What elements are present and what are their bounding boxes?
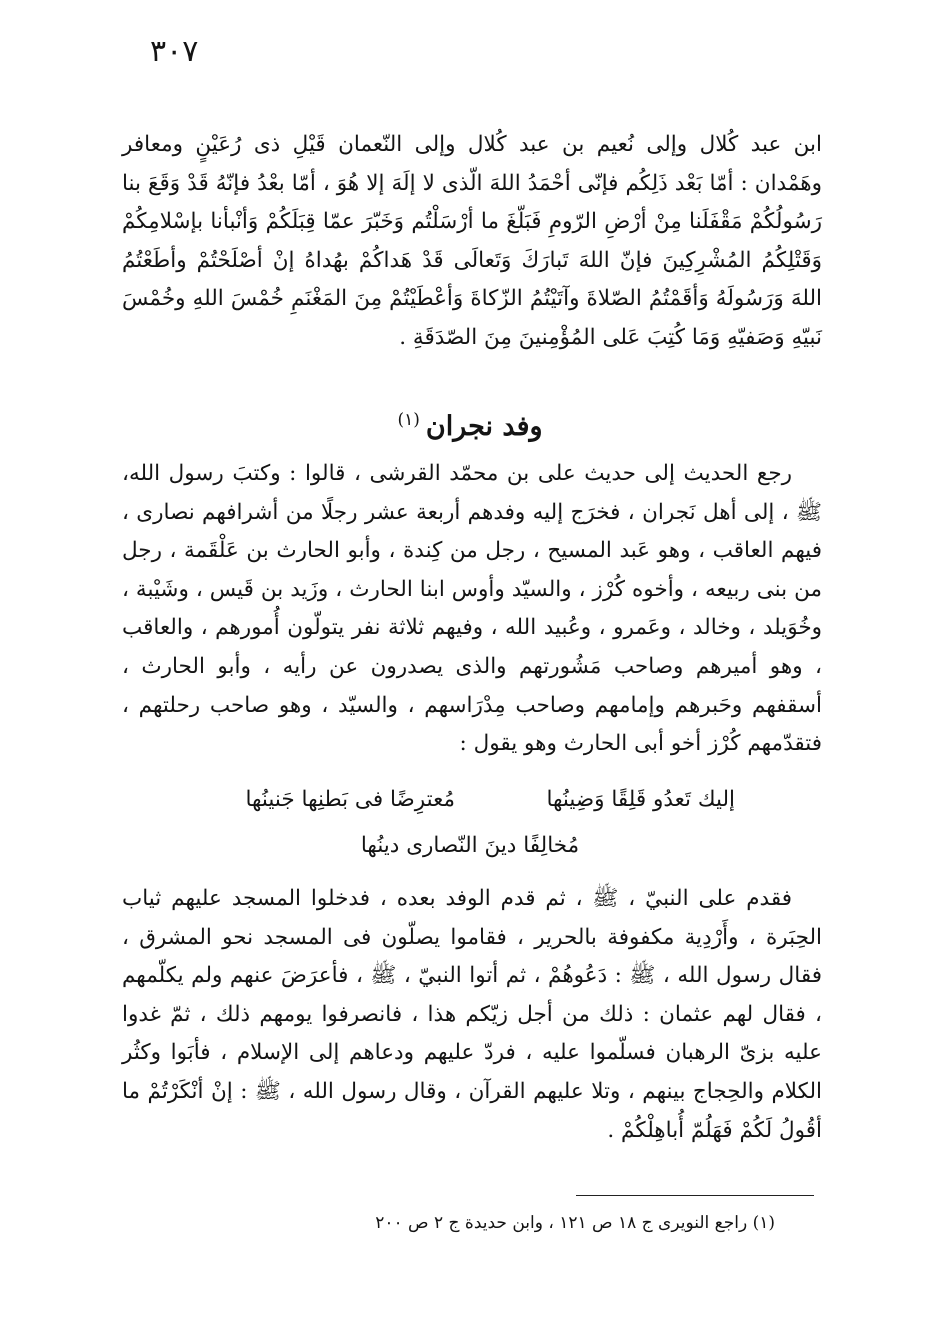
narrative-paragraph-2 bbox=[122, 880, 822, 1150]
paragraph-text: رجع الحديث إلى حديث على بن محمّد القرشى ، قالوا : وكتبَ رسول الله، ﷺ ، إلى أهل نَجران ، فخرَج إليه وفدهم أربعة عشر رجلًا من أشرافهم نصارى ، فيهم العاقب ، وهو عَبد المسيح ، رجل من كِندة ، وأبو الحارث بن عَلْقَمة ، رجل من بنى ربيعه ، وأخوه كُرْز ، والسيّد وأوس ابنا الحارث ، وزَيد بن قَيس ، وشَيْبة ، وخُوَيلد ، وخالد ، وعَمرو ، وعُبيد الله ، وفيهم ثلاثة نفر يتولّون أُمورهم ، والعاقب ، وهو أميرهم وصاحب مَشُورتهم والذى يصدرون عن رأيه ، وأبو الحارث ، أسقفهم وحَبرهم وإمامهم وصاحب مِدْرَاسهم ، والسيّد ، وهو صاحب رحلتهم ، فتقدّمهم كُرْز أخو أبى الحارث وهو يقول : bbox=[122, 461, 822, 757]
footnote-marker: (١) bbox=[397, 410, 420, 430]
poem-verse-line-2 bbox=[0, 833, 940, 858]
section-heading bbox=[0, 410, 940, 442]
page-number: ٣٠٧ bbox=[150, 34, 199, 69]
verse-second-hemistich: مُعترِضًا فى بَطنِها جَنينُها bbox=[245, 787, 455, 812]
paragraph-text: ابن عبد كُلال وإلى نُعيم بن عبد كُلال وإلى النّعمان قَيْلِ ذى رُعَيْنٍ ومعافر وهَمْدان : أمّا بَعْد ذَلِكُم فإنّى أحْمَدُ اللهَ الّذى لا إلَهَ إلا هُوَ ، أمّا بعْدُ فإنّهُ قَدْ وَقَعَ بنا رَسُولُكُمْ مَقْفَلَنا مِنْ أرْضِ الرّومِ فَبَلّغَ ما أرْسَلْتُم وَخَبّرَ عمّا قِبَلَكُمْ وَأنْبأنا بإسْلامِكُمْ وَقَتْلِكُمُ المُشْرِكِينَ فإنّ اللهَ تَبارَكَ وَتَعالَى قَدْ هَداكُمْ بهُداهُ إنْ أصْلَحْتُمْ وأطَعْتُمُ اللهَ وَرَسُولَهُ وَأقَمْتُمُ الصّلاةَ وآتَيْتُمُ الزّكاةَ وَأعْطَيْتُمْ مِنَ المَغْنَمِ خُمْسَ اللهِ وخُمْسَ نَبيّهِ وَصَفيّهِ وَمَا كُتِبَ عَلى المُؤْمِنينَ مِنَ الصّدَقَةِ . bbox=[122, 132, 823, 350]
letter-paragraph bbox=[122, 126, 822, 358]
verse-text: مُخالِفًا دينَ النّصارى دينُها bbox=[360, 833, 580, 858]
narrative-paragraph bbox=[122, 455, 822, 764]
heading-text: وفد نجران bbox=[425, 411, 543, 442]
verse-first-hemistich: إليك تَعدُو قَلِقًا وَضِينُها bbox=[546, 787, 735, 812]
paragraph-text: فقدم على النبيّ ، ﷺ ، ثم قدم الوفد بعده ، فدخلوا المسجد عليهم ثياب الحِبَرة ، وأَرْدِية مكفوفة بالحرير ، فقاموا يصلّون فى المسجد نحو المشرق ، فقال رسول الله ، ﷺ : دَعُوهُمْ ، ثم أتوا النبيّ ، ﷺ ، فأعرَضَ عنهم ولم يكلّمهم ، فقال لهم عثمان : ذلك من أجل زيّكم هذا ، فانصرفوا يومهم ذلك ، ثمّ غدوا عليه بزىّ الرهبان فسلّموا عليه ، فردّ عليهم ودعاهم إلى الإسلام ، فأبَوا وكثُر الكلام والحِجاج بينهم ، وتلا عليهم القرآن ، وقال رسول الله ، ﷺ : إنْ أنْكَرْتُمْ ما أقُولُ لَكُمْ فَهَلُمّ أُباهِلْكُمْ . bbox=[122, 886, 822, 1143]
footnote-divider bbox=[576, 1195, 814, 1196]
footnote: (١) راجع النويرى ج ١٨ ص ١٢١ ، وابن حديدة ج ٢ ص ٢٠٠ bbox=[375, 1213, 775, 1233]
